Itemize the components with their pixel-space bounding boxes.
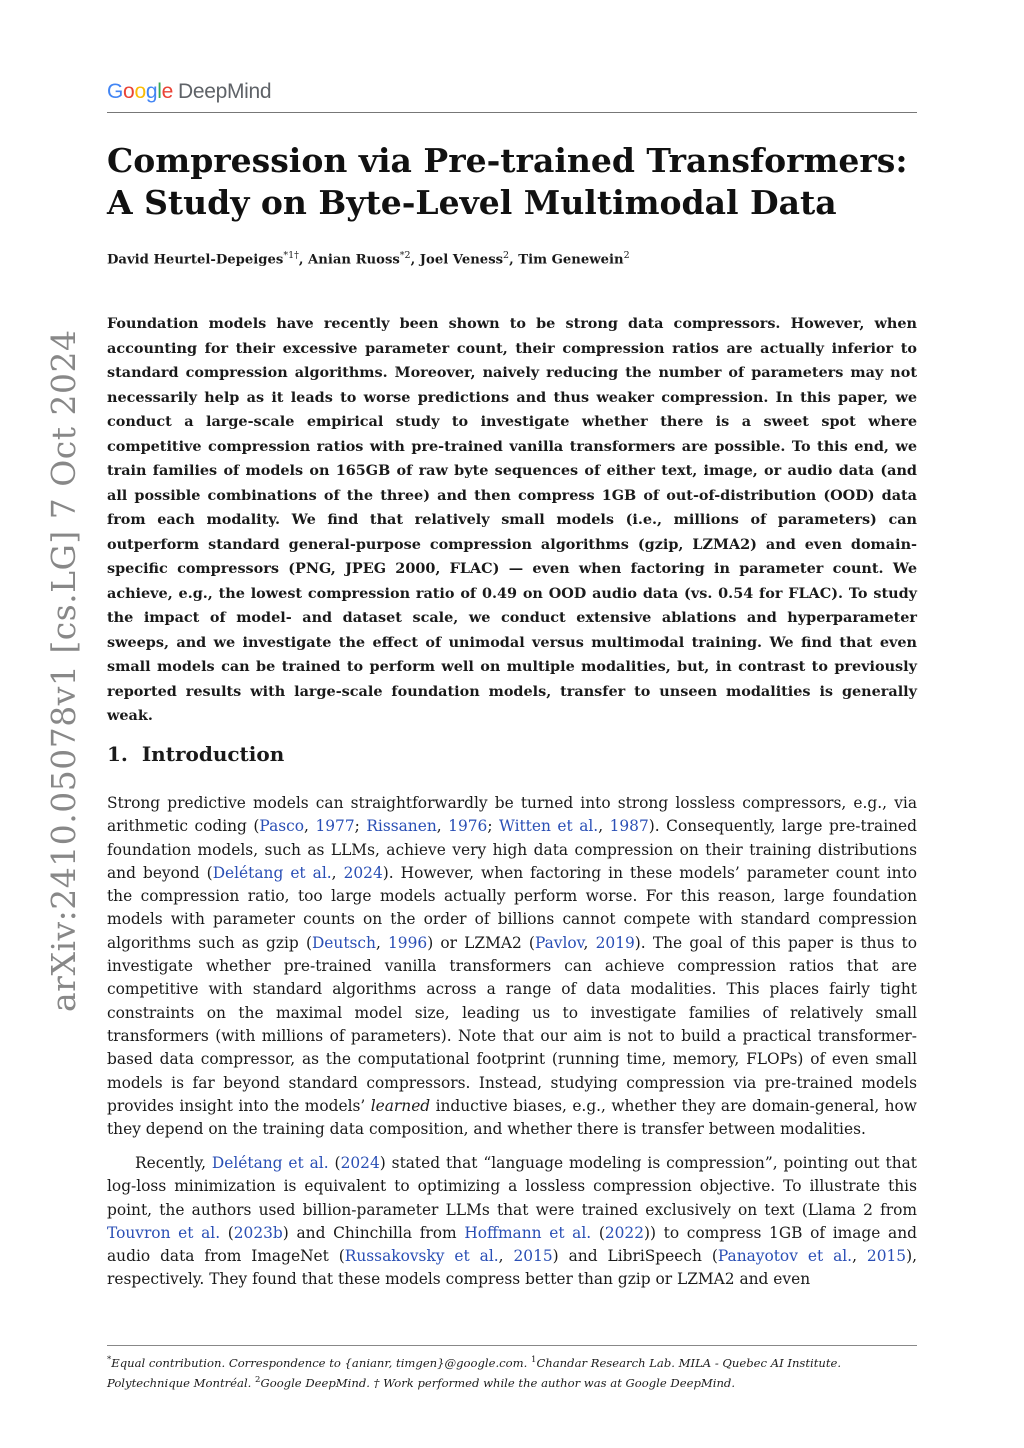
citation-year-link[interactable]: 1987: [609, 817, 649, 836]
logo-letter: o: [134, 80, 146, 103]
citation-year-link[interactable]: 2019: [595, 933, 635, 952]
citation-link[interactable]: Hoffmann et al.: [464, 1223, 592, 1242]
citation-year-link[interactable]: 2024: [343, 863, 383, 882]
citation-year-link[interactable]: 2022: [604, 1223, 644, 1242]
citation-link[interactable]: Deutsch: [311, 933, 376, 952]
author-separator: ,: [410, 252, 420, 268]
author-name: Tim Genewein: [518, 252, 624, 268]
footnote-text: Google DeepMind. † Work performed while the author was at Google DeepMind.: [260, 1375, 736, 1390]
footnote-text: Equal contribution. Correspondence to {anianr, timgen}@google.com.: [111, 1355, 532, 1370]
author-name: Joel Veness: [419, 252, 504, 268]
citation-link[interactable]: Panayotov et al.: [717, 1247, 853, 1266]
author-list: [107, 250, 630, 267]
paragraph-text: ). However, when factoring in these models’ parameter count into the compression ratio, too large models actually perform worse. For this reason, large foundation models with parameter counts on the order of billions cannot compete with standard compression algorithms such as gzip (: [107, 863, 917, 952]
logo-product-name: DeepMind: [177, 80, 272, 103]
paragraph-text: Strong predictive models can straightforwardly be turned into strong lossless compressors, e.g., via arithmetic coding (: [107, 794, 917, 836]
header-divider: [107, 112, 917, 113]
abstract: Foundation models have recently been shown to be strong data compressors. However, when accounting for their excessive parameter count, their compression ratios are actually inferior to standard compression algorithms. Moreover, naively reducing the number of parameters may not necessarily help as it leads to worse predictions and thus weaker compression. In this paper, we conduct a large-scale empirical study to investigate whether there is a sweet spot where competitive compression ratios with pre-trained vanilla transformers are possible. To this end, we train families of models on 165GB of raw byte sequences of either text, image, or audio data (and all possible combinations of the three) and then compress 1GB of out-of-distribution (OOD) data from each modality. We find that relatively small models (i.e., millions of parameters) can outperform standard general-purpose compression algorithms (gzip, LZMA2) and even domain-specific compressors (PNG, JPEG 2000, FLAC) — even when factoring in parameter count. We achieve, e.g., the lowest compression ratio of 0.49 on OOD audio data (vs. 0.54 for FLAC). To study the impact of model- and dataset scale, we conduct extensive ablations and hyperparameter sweeps, and we investigate the effect of unimodal versus multimodal training. We find that even small models can be trained to perform well on multiple modalities, but, in contrast to previously reported results with large-scale foundation models, transfer to unseen modalities is generally weak.: [107, 315, 917, 724]
citation-link[interactable]: Rissanen: [366, 817, 437, 836]
author-separator: ,: [298, 252, 309, 268]
footnote-mark: 2: [255, 1374, 261, 1385]
author-name: Anian Ruoss: [308, 252, 400, 268]
paragraph-text: ), respectively. They found that these models compress better than gzip or LZMA2 and even: [107, 1247, 917, 1289]
footnote: [107, 1352, 917, 1392]
paragraph-text: inductive biases, e.g., whether they are domain-general, how they depend on the training data composition, and whether there is transfer between modalities.: [107, 1096, 917, 1139]
citation-link[interactable]: Delétang et al.: [211, 1154, 329, 1172]
citation-year-link[interactable]: 1977: [315, 817, 355, 836]
logo-letter: l: [157, 80, 162, 103]
logo-letter: e: [161, 80, 173, 103]
author-name: David Heurtel-Depeiges: [107, 252, 284, 268]
author-affiliation-marks: 2: [623, 250, 630, 261]
section-title-text: Introduction: [141, 742, 285, 766]
google-deepmind-logo: [107, 80, 271, 104]
paragraph-text: ). Consequently, large pre-trained foundation models, such as LLMs, achieve very high data compression on their training distributions and beyond (: [107, 817, 918, 882]
paragraph-text: stated that “language modeling is compression”, pointing out that log-loss minimization is equivalent to optimizing a lossless compression objective. To illustrate this point, the authors used billion-parameter LLMs that were trained exclusively on text (Llama 2 from: [107, 1154, 917, 1219]
intro-paragraph-2: Recently, Delétang et al. (2024) stated that “language modeling is compression”, pointing out that log-loss minimization is equivalent to optimizing a lossless compression objective. To illustrate this point, the authors used billion-parameter LLMs that were trained exclusively on text (Llama 2 from Touvron et al. (2023b) and Chinchilla from Hoffmann et al. (2022)) to compress 1GB of image and audio data from ImageNet (Russakovsky et al., 2015) and LibriSpeech (Panayotov et al., 2015), respectively. They found that these models compress better than gzip or LZMA2 and even: [107, 1154, 917, 1289]
section-heading-introduction: [107, 742, 284, 766]
citation-year-link[interactable]: 2015: [513, 1247, 553, 1266]
citation-year-link[interactable]: 2023b: [233, 1223, 283, 1242]
footnote-mark: *: [107, 1355, 112, 1365]
paragraph-text: ) or LZMA2 (: [427, 933, 535, 952]
paper-title: Compression via Pre-trained Transformers: A Study on Byte-Level Multimodal Data: [107, 141, 908, 222]
paragraph-text: ). The goal of this paper is thus to investigate whether pre-trained vanilla transformers can achieve compression ratios that are competitive with standard algorithms across a range of data modalities. This places fairly tight constraints on the maximal model size, leading us to investigate families of relatively small transformers (with millions of parameters). Note that our aim is not to build a practical transformer-based data compressor, as the computational footprint (running time, memory, FLOPs) of even small models is far beyond standard compressors. Instead, studying compression via pre-trained models provides insight into the models’: [107, 933, 917, 1115]
citation-year-link[interactable]: 2015: [866, 1247, 907, 1266]
author-separator: ,: [509, 252, 519, 268]
logo-letter: G: [107, 80, 124, 103]
paragraph-text: ) and LibriSpeech (: [552, 1247, 718, 1266]
citation-link[interactable]: Pasco: [259, 817, 305, 836]
logo-letter: g: [145, 80, 158, 103]
author-affiliation-marks: *2: [399, 250, 411, 261]
footnote-mark: 1: [531, 1355, 537, 1365]
footnote-text: Chandar Research Lab. MILA - Quebec AI Institute. Polytechnique Montréal.: [107, 1355, 842, 1390]
author-affiliation-marks: *1†: [283, 250, 299, 261]
arxiv-identifier-stamp: arXiv:2410.05078v1 [cs.LG] 7 Oct 2024: [44, 329, 83, 1012]
author-affiliation-marks: 2: [503, 250, 510, 261]
paragraph-text: ) to compress 1GB of image and audio data from ImageNet (: [107, 1223, 917, 1266]
citation-link[interactable]: Touvron et al.: [107, 1223, 221, 1242]
citation-year-link[interactable]: 1996: [388, 933, 428, 952]
citation-link[interactable]: Russakovsky et al.: [344, 1247, 499, 1266]
intro-paragraph-1: Strong predictive models can straightforwardly be turned into strong lossless compressors, e.g., via arithmetic coding (Pasco, 1977; Rissanen, 1976; Witten et al., 1987). Consequently, large pre-trained foundation models, such as LLMs, achieve very high data compression on their training distributions and beyond (Delétang et al., 2024). However, when factoring in these models’ parameter count into the compression ratio, too large models actually perform worse. For this reason, large foundation models with parameter counts on the order of billions cannot compete with standard compression algorithms such as gzip (Deutsch, 1996) or LZMA2 (Pavlov, 2019). The goal of this paper is thus to investigate whether pre-trained vanilla transformers can achieve compression ratios that are competitive with standard algorithms across a range of data modalities. This places fairly tight constraints on the maximal model size, leading us to investigate families of relatively small transformers (with millions of parameters). Note that our aim is not to build a practical transformer-based data compressor, as the computational footprint (running time, memory, FLOPs) of even small models is far beyond standard compressors. Instead, studying compression via pre-trained models provides insight into the models’ learned inductive biases, e.g., whether they are domain-general, how they depend on the training data composition, and whether there is transfer between modalities.: [107, 794, 918, 1139]
citation-link[interactable]: Delétang et al.: [212, 863, 332, 882]
citation-link[interactable]: Witten et al.: [499, 817, 599, 836]
logo-letter: o: [123, 80, 135, 103]
footnote-divider: [107, 1345, 917, 1346]
emphasized-word: learned: [370, 1096, 431, 1115]
citation-year-link[interactable]: 2024: [340, 1154, 380, 1172]
section-number: 1.: [107, 742, 128, 766]
citation-year-link[interactable]: 1976: [448, 817, 488, 836]
citation-link[interactable]: Pavlov: [534, 933, 584, 952]
paragraph-text: Recently,: [135, 1154, 212, 1172]
paragraph-text: and Chinchilla from: [288, 1223, 465, 1242]
